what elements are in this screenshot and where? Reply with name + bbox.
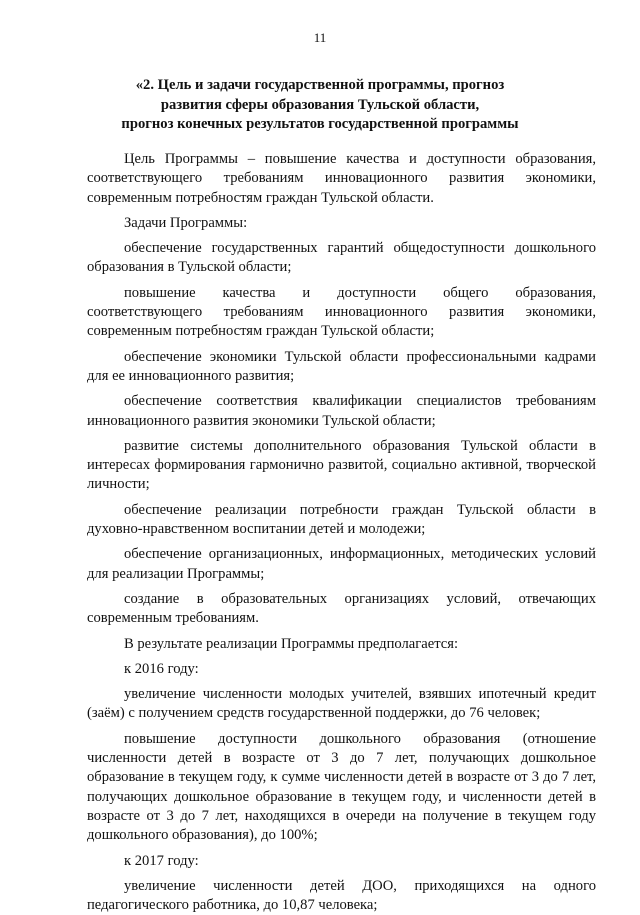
- paragraph-year-2017: к 2017 году:: [124, 852, 199, 869]
- paragraph-young-teachers: увеличение численности молодых учителей, взявших ипотечный кредит (заём) с получением средств государственной поддержки, до 76 человек;: [87, 686, 596, 722]
- page-number: 11: [313, 30, 327, 45]
- paragraph-tasks-heading: Задачи Программы:: [124, 214, 248, 231]
- paragraph-goal: Цель Программы – повышение качества и доступности образования, соответствующего требованиям инновационного развития экономики, современным потребностям граждан Тульской области.: [87, 151, 596, 206]
- paragraph-expected-results: В результате реализации Программы предполагается:: [124, 635, 459, 652]
- paragraph-task-qualification: обеспечение соответствия квалификации специалистов требованиям инновационного развития экономики Тульской области;: [87, 393, 596, 429]
- paragraph-task-additional-education: развитие системы дополнительного образования Тульской области в интересах формирования гармонично развитой, социально активной, творческой личности;: [87, 437, 596, 493]
- paragraph-task-professional-staff: обеспечение экономики Тульской области профессиональными кадрами для ее инновационного развития;: [87, 348, 596, 384]
- heading-line-3: прогноз конечных результатов государственной программы: [121, 116, 519, 132]
- paragraph-task-moral-education: обеспечение реализации потребности граждан Тульской области в духовно-нравственном воспитании детей и молодежи;: [87, 501, 596, 538]
- heading-line-1: «2. Цель и задачи государственной программы, прогноз: [135, 77, 505, 93]
- paragraph-task-general-education: повышение качества и доступности общего образования, соответствующего требованиям инновационного развития экономики, современным потребностям граждан Тульской области;: [87, 284, 596, 340]
- paragraph-task-modern-conditions: создание в образовательных организациях условий, отвечающих современным требованиям.: [87, 590, 596, 627]
- paragraph-task-preschool: обеспечение государственных гарантий общедоступности дошкольного образования в Тульской области;: [87, 240, 596, 276]
- heading-line-2: развития сферы образования Тульской области,: [160, 96, 480, 113]
- paragraph-children-per-teacher: увеличение численности детей ДОО, приходящихся на одного педагогического работника, до 10,87 человека;: [87, 877, 596, 914]
- section-heading: [60, 76, 580, 135]
- paragraph-preschool-access: повышение доступности дошкольного образования (отношение численности детей в возрасте от 3 до 7 лет, получающих дошкольное образование в текущем году, к сумме численности детей в возрасте от 3 до 7 лет, получающих дошкольное образование в текущем году, и численности детей в возрасте от 3 до 7 лет, находящихся в очереди на получение в текущем году дошкольного образования), до 100%;: [87, 730, 596, 844]
- document-body: [87, 150, 596, 915]
- paragraph-task-organizational: обеспечение организационных, информационных, методических условий для реализации Программы;: [87, 546, 596, 582]
- paragraph-year-2016: к 2016 году:: [124, 660, 199, 677]
